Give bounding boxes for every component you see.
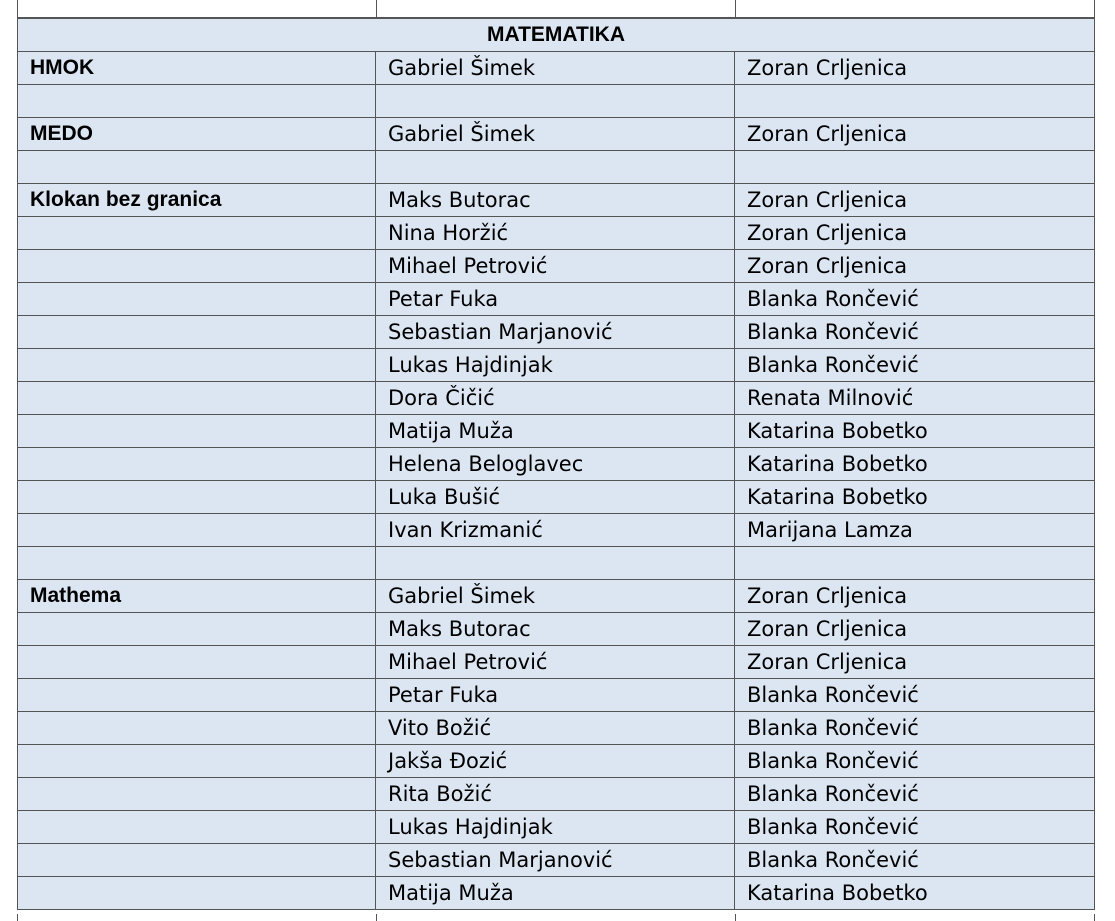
competition-cell: [18, 217, 376, 250]
mentor-cell: Zoran Crljenica: [735, 184, 1095, 217]
student-cell: Gabriel Šimek: [376, 118, 735, 151]
mentor-cell: Zoran Crljenica: [735, 613, 1095, 646]
student-cell: Lukas Hajdinjak: [376, 811, 735, 844]
column-divider: [735, 0, 736, 18]
table-title-row: [18, 19, 1095, 52]
competition-cell: [18, 349, 376, 382]
mentor-cell: Zoran Crljenica: [735, 646, 1095, 679]
column-divider: [735, 914, 736, 921]
competition-cell: [18, 448, 376, 481]
competition-cell: Klokan bez granica: [18, 184, 376, 217]
mentor-cell: Zoran Crljenica: [735, 118, 1095, 151]
competition-cell: [18, 679, 376, 712]
student-cell: Matija Muža: [376, 415, 735, 448]
mentor-cell: Renata Milnović: [735, 382, 1095, 415]
student-cell: Rita Božić: [376, 778, 735, 811]
competition-cell: [18, 382, 376, 415]
table-row: [18, 712, 1095, 745]
mentor-cell: Blanka Rončević: [735, 679, 1095, 712]
mentor-cell: Blanka Rončević: [735, 811, 1095, 844]
table-row: [18, 85, 1095, 118]
student-cell: Jakša Đozić: [376, 745, 735, 778]
table-row: [18, 184, 1095, 217]
student-cell: Matija Muža: [376, 877, 735, 910]
student-cell: Vito Božić: [376, 712, 735, 745]
mentor-cell: Zoran Crljenica: [735, 217, 1095, 250]
table-row: [18, 448, 1095, 481]
competition-cell: [18, 844, 376, 877]
mentor-cell: Katarina Bobetko: [735, 481, 1095, 514]
mentor-cell: Katarina Bobetko: [735, 877, 1095, 910]
competition-cell: [18, 514, 376, 547]
competition-cell: [18, 745, 376, 778]
competition-results-table: [17, 18, 1095, 910]
competition-cell: [18, 646, 376, 679]
mentor-cell: Zoran Crljenica: [735, 52, 1095, 85]
competition-cell: [18, 811, 376, 844]
student-cell: Ivan Krizmanić: [376, 514, 735, 547]
table-row: [18, 217, 1095, 250]
mentor-cell: Zoran Crljenica: [735, 250, 1095, 283]
table-row: [18, 679, 1095, 712]
column-divider: [376, 914, 377, 921]
student-cell: Helena Beloglavec: [376, 448, 735, 481]
student-cell: Petar Fuka: [376, 283, 735, 316]
table-row: [18, 646, 1095, 679]
table-row: [18, 250, 1095, 283]
competition-cell: [18, 283, 376, 316]
mentor-cell: [735, 151, 1095, 184]
competition-cell: [18, 151, 376, 184]
table-row: [18, 415, 1095, 448]
table-row: [18, 283, 1095, 316]
table-row: [18, 52, 1095, 85]
table-row: [18, 481, 1095, 514]
mentor-cell: [735, 85, 1095, 118]
mentor-cell: Blanka Rončević: [735, 283, 1095, 316]
table-row: [18, 382, 1095, 415]
competition-cell: [18, 613, 376, 646]
student-cell: [376, 547, 735, 580]
table-row: [18, 745, 1095, 778]
competition-cell: [18, 778, 376, 811]
mentor-cell: Blanka Rončević: [735, 316, 1095, 349]
table-row: [18, 580, 1095, 613]
table-row: [18, 349, 1095, 382]
table-row: [18, 778, 1095, 811]
student-cell: Petar Fuka: [376, 679, 735, 712]
mentor-cell: Zoran Crljenica: [735, 580, 1095, 613]
column-divider: [376, 0, 377, 18]
table-row: [18, 811, 1095, 844]
next-table-rows-fragment: [17, 914, 1095, 921]
competition-cell: [18, 877, 376, 910]
mentor-cell: Blanka Rončević: [735, 349, 1095, 382]
competition-cell: HMOK: [18, 52, 376, 85]
competition-cell: [18, 712, 376, 745]
student-cell: Maks Butorac: [376, 184, 735, 217]
mentor-cell: Blanka Rončević: [735, 712, 1095, 745]
table-row: [18, 151, 1095, 184]
table-row: [18, 118, 1095, 151]
student-cell: Gabriel Šimek: [376, 52, 735, 85]
mentor-cell: Katarina Bobetko: [735, 448, 1095, 481]
table-row: [18, 613, 1095, 646]
mentor-cell: Blanka Rončević: [735, 745, 1095, 778]
mentor-cell: Marijana Lamza: [735, 514, 1095, 547]
competition-cell: MEDO: [18, 118, 376, 151]
student-cell: Mihael Petrović: [376, 646, 735, 679]
table-row: [18, 547, 1095, 580]
table-row: [18, 844, 1095, 877]
table-row: [18, 514, 1095, 547]
competition-cell: [18, 415, 376, 448]
student-cell: [376, 151, 735, 184]
student-cell: Lukas Hajdinjak: [376, 349, 735, 382]
competition-cell: [18, 85, 376, 118]
table-title: MATEMATIKA: [18, 19, 1095, 52]
table-row: [18, 877, 1095, 910]
table-row: [18, 316, 1095, 349]
competition-cell: [18, 316, 376, 349]
mentor-cell: [735, 547, 1095, 580]
student-cell: Luka Bušić: [376, 481, 735, 514]
student-cell: Nina Horžić: [376, 217, 735, 250]
student-cell: Mihael Petrović: [376, 250, 735, 283]
mentor-cell: Blanka Rončević: [735, 844, 1095, 877]
competition-cell: [18, 250, 376, 283]
competition-cell: Mathema: [18, 580, 376, 613]
student-cell: Sebastian Marjanović: [376, 844, 735, 877]
student-cell: Maks Butorac: [376, 613, 735, 646]
mentor-cell: Blanka Rončević: [735, 778, 1095, 811]
student-cell: Gabriel Šimek: [376, 580, 735, 613]
student-cell: Sebastian Marjanović: [376, 316, 735, 349]
student-cell: Dora Čičić: [376, 382, 735, 415]
previous-table-rows-fragment: [17, 0, 1095, 18]
competition-cell: [18, 547, 376, 580]
student-cell: [376, 85, 735, 118]
competition-cell: [18, 481, 376, 514]
mentor-cell: Katarina Bobetko: [735, 415, 1095, 448]
